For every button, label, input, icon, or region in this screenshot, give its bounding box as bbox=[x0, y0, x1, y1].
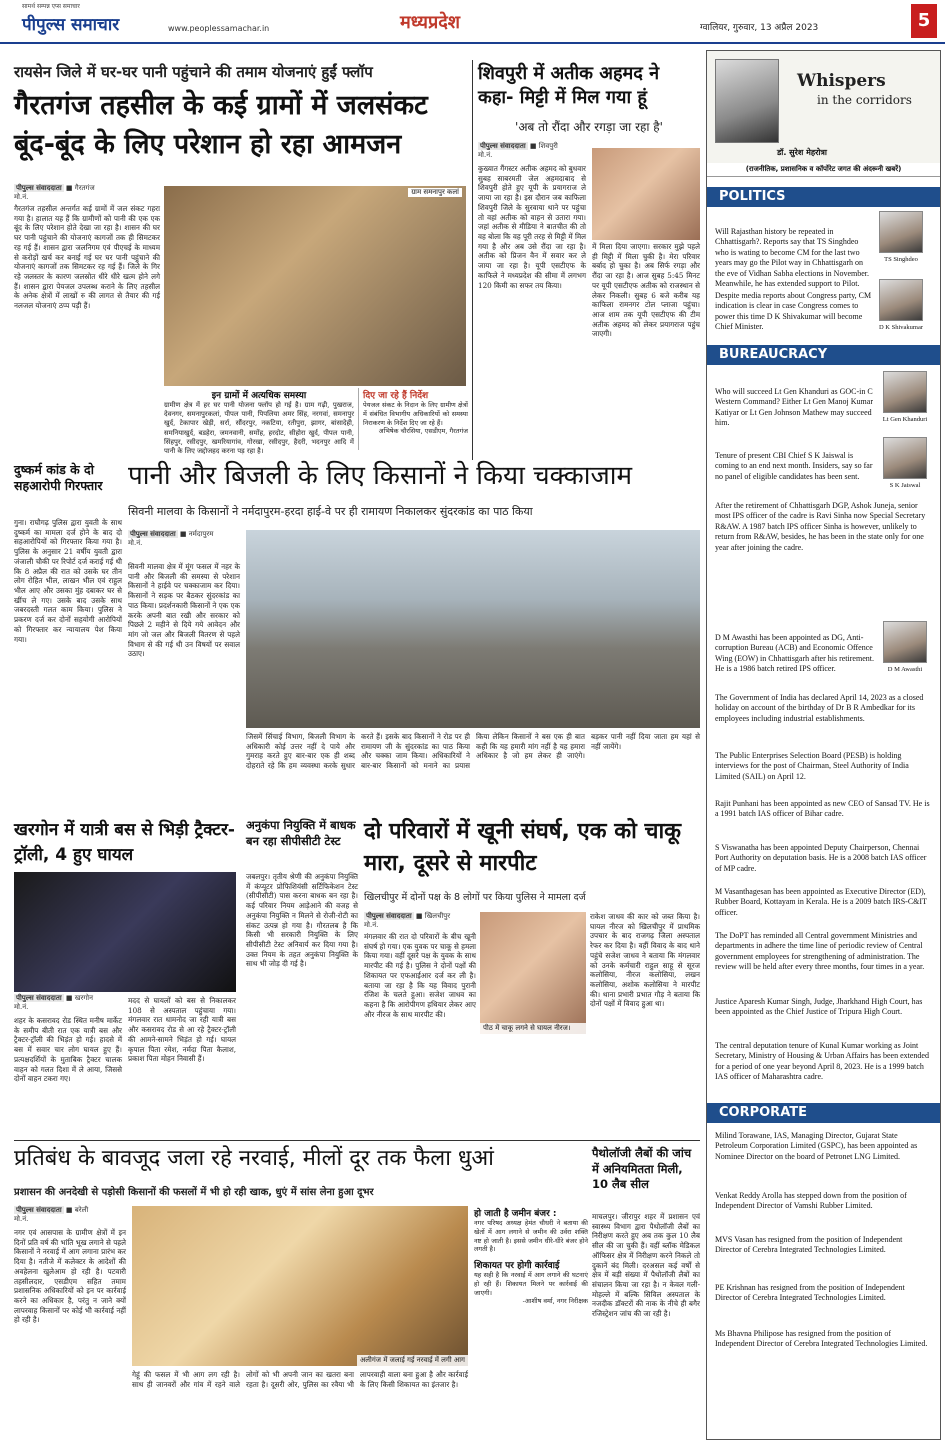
story2-photo bbox=[592, 148, 700, 240]
story8-photo bbox=[132, 1206, 468, 1366]
byline-place: खरगोन bbox=[74, 994, 93, 1002]
story1-byline: पीपुल्स संवाददाता ■ गैरतगंज मो.नं. bbox=[14, 184, 95, 201]
story8-headline-text: प्रतिबंध के बावजूद जला रहे नरवाई, मीलों दूर तक फैला धुआं bbox=[14, 1146, 494, 1171]
whispers-sidebar bbox=[706, 50, 941, 1440]
story6-headline-text: अनुकंपा नियुक्ति में बाधक बन रहा सीपीसीटी टेस्ट bbox=[246, 818, 356, 848]
story7-sub bbox=[364, 890, 700, 906]
khanduri-photo bbox=[883, 371, 927, 413]
shivakumar-caption: D K Shivakumar bbox=[878, 324, 924, 331]
byline-label: पीपुल्स संवाददाता bbox=[16, 1206, 62, 1214]
story5-body-cont: मदद से घायलों को बस से निकालकर 108 से अस्पताल पहुंचाया गया। मंगलवार रात धामनोद जा रही यात्री बस और कसरावद रोड से आ रहे ट्रैक्टर-ट्रॉली की आमने-सामने भिड़ंत हो गई। घायल कृपाल पिता रमेश, नर्मदा पिता कैलाश, प्रकाश पिता मोहन निवासी हैं। bbox=[128, 996, 236, 1064]
byline-place: शिवपुरी bbox=[538, 142, 558, 150]
bureaucracy-item-11: Justice Aparesh Kumar Singh, Judge, Jharkhand High Court, has been appointed as the Chief Justice of Tripura High Court. bbox=[715, 997, 923, 1017]
brand-tagline: सामर्थ सम्पन्न एप्स समाचार bbox=[22, 3, 80, 10]
whispers-tagline: (राजनीतिक, प्रशासनिक व कॉर्पोरेट जगत की अंदरूनी खबरें) bbox=[707, 163, 940, 177]
story1-photo bbox=[164, 186, 466, 386]
story1-box-body: पेयजल संकट के निदान के लिए ग्रामीण क्षेत्रों में संबंधित विभागीय अधिकारियों को समस्या निराकरण के निर्देश दिए जा रहे हैं। bbox=[363, 401, 468, 427]
story4-body-cont: जिसमें सिंचाई विभाग, बिजली विभाग के अधिकारी कोई उत्तर नहीं दे पाये और गुमराह करते हुए बार-बार एक ही शब्द दोहराते रहे कि हम व्यवस्था करके सुधार करते हैं। इसके बाद किसानों ने रोड पर ही रामायण जी के सुंदरकांड का पाठ किया और चक्का जाम किया। अधिकारियों ने बार-बार किसानों को मनाने का प्रयास किया लेकिन किसानों ने बस एक ही बात कही कि यह हमारी मांग नहीं है यह हमारा अधिकार है जो हम लेकर ही जाएंगे। बड़कर पानी नहीं दिया जाता हम यहां से नहीं जायेंगे। bbox=[246, 732, 700, 771]
story1-subhead: इन ग्रामों में अत्यधिक समस्या bbox=[211, 391, 307, 401]
story7-body-cont: राकेश जाधव की कार को जब्त किया है। घायल नीरज को खिलचीपुर में प्राथमिक उपचार के बाद राजगढ़ जिला अस्पताल रेफर कर दिया है। वहीं विवाद के बाद थाने पहुंचे सजेश जाधव ने बताया कि मंगलवार को उनके कर्मचारी राहुल साहू से सूरज कलोसिया, नीरज कलोसिया, लखन कलोसिया, अशोक कलोसिया ने मारपीट की। थाना प्रभारी प्रभात गौड़ ने बताया कि दोनों पक्षों में विवाद हुआ था। bbox=[590, 912, 700, 1009]
bureaucracy-item-6: The Public Enterprises Selection Board (PESB) is holding interviews for the post of Chairman, Steel Authority of India Limited (SAIL) on April 12. bbox=[715, 751, 909, 781]
story1-kicker bbox=[14, 62, 468, 84]
story2-sub-text: 'अब तो रौंदा और रगड़ा जा रहा है' bbox=[515, 120, 663, 134]
brand-name: पीपुल्स समाचार bbox=[22, 15, 120, 35]
story4-byline: पीपुल्स संवाददाता ■ नर्मदापुरम मो.नं. bbox=[128, 530, 214, 547]
story7-photo-caption: पीठ में चाकू लगने से घायल नीरज। bbox=[480, 1023, 586, 1034]
byline-place: बरेली bbox=[74, 1206, 89, 1214]
section-title: मध्यप्रदेश bbox=[400, 12, 461, 33]
column-rule bbox=[472, 60, 473, 460]
story2-headline bbox=[478, 62, 700, 114]
shivakumar-photo bbox=[879, 279, 923, 321]
story1-directive-box bbox=[358, 388, 468, 450]
khanduri-caption: Lt Gen Khanduri bbox=[882, 416, 928, 423]
story7-body: मंगलवार की रात दो परिवारों के बीच खूनी संघर्ष हो गया। एक युवक पर चाकू से हमला किया गया। वहीं दूसरे पक्ष के युवक के साथ मारपीट की गई है। पुलिस ने दोनों पक्षों की शिकायत पर एफआईआर दर्ज कर ली है। बताया जा रहा है कि यह विवाद पुरानी रंजिश के चलते हुआ। सजेश जाधव का कहना है कि आरोपीगण हथियार लेकर आए और नीरज के साथ मारपीट की। bbox=[364, 932, 476, 1019]
byline-label: पीपुल्स संवाददाता bbox=[480, 142, 526, 150]
corporate-header: CORPORATE bbox=[707, 1103, 940, 1123]
whispers-title: Whispers bbox=[797, 71, 886, 91]
whispers-subtitle: in the corridors bbox=[817, 93, 912, 107]
byline-mono: मो.नं. bbox=[364, 921, 379, 929]
website-url: www.peoplessamachar.in bbox=[168, 24, 270, 33]
story5-body: शहर के कसरावद रोड स्थित मनीष मार्केट के समीप बीती रात एक यात्री बस और ट्रैक्टर-ट्रॉली की भिड़ंत हो गई। हादसे में बस में सवार चार लोग घायल हुए हैं। प्रत्यक्षदर्शियों के मुताबिक ट्रैक्टर चालक वाहन को गलत दिशा में ले आया, जिससे दोनों वाहन टकरा गए। bbox=[14, 1016, 122, 1084]
bureaucracy-header: BUREAUCRACY bbox=[707, 345, 940, 365]
singhdeo-photo bbox=[879, 211, 923, 253]
story7-sub-text: खिलचीपुर में दोनों पक्ष के 8 लोगों पर किया पुलिस ने मामला दर्ज bbox=[364, 892, 586, 903]
singhdeo-caption: TS Singhdeo bbox=[884, 256, 918, 263]
story1-body: गैरतगंज तहसील अन्तर्गत कई ग्रामों में जल संकट गहरा गया है। हालात यह हैं कि ग्रामीणों को पानी की एक एक बूंद के लिए परेशान होते देखा जा रहा है। शासन की घर घर पानी पहुंचाने की योजनाएं कागजों तक ही सिमटकर रह गई हैं। शासन द्वारा जलनिगम एवं पीएचई के माध्यम से करोड़ों खर्च कर बनाई गई घर घर पानी पहुंचाने की योजनाएं कागजों तक सिमटकर रह गई हैं। जिले के गिर रहे जलस्तर के कारण जलस्रोत धीरे धीरे खत्म होने लगे हैं। शासन द्वारा पेयजल उपलब्ध कराने के लिए तहसील के अनेक क्षेत्रों में लाखों रु की लागत से तैयार की गई नलजल योजनाएं ठप्प पड़ी हैं। bbox=[14, 204, 160, 311]
story1-box-head: दिए जा रहे हैं निर्देश bbox=[363, 391, 429, 401]
byline-place: गैरतगंज bbox=[74, 184, 95, 192]
byline-mono: मो.नं. bbox=[14, 193, 29, 201]
story1-subbox bbox=[164, 388, 354, 455]
story8-headline bbox=[14, 1146, 588, 1182]
corporate-item-3: MVS Vasan has resigned from the position of Independent Director of Cerebra Integrated Technologies Limited. bbox=[715, 1235, 903, 1255]
awasthi-caption: D M Awasthi bbox=[887, 666, 923, 673]
story9-headline bbox=[592, 1146, 700, 1208]
bureaucracy-item-9: M Vasanthagesan has been appointed as Executive Director (ED), Rubber Board, Kottayam in Kerala. He is a 2009 batch IRS-C&IT officer. bbox=[715, 887, 927, 917]
byline-label: पीपुल्स संवाददाता bbox=[366, 912, 412, 920]
byline-mono: मो.नं. bbox=[478, 151, 493, 159]
byline-place: नर्मदापुरम bbox=[188, 530, 214, 538]
page-number: 5 bbox=[911, 4, 937, 38]
story1-headline-text: गैरतगंज तहसील के कई ग्रामों में जलसंकट बूंद-बूंद के लिए परेशान हो रहा आमजन bbox=[14, 90, 428, 161]
bureaucracy-item-7: Rajit Punhani has been appointed as new CEO of Sansad TV. He is a 1991 batch IAS officer of Bihar cadre. bbox=[715, 799, 930, 819]
whispers-header bbox=[707, 51, 940, 163]
story8-body: नगर एवं आसपास के ग्रामीण क्षेत्रों में इन दिनों प्रति वर्ष की भांति भूख लगाने से पहले किसानों ने नरवाई में आग लगाना प्रारंभ कर दिया है। नतीजे में कलेक्टर के आदेशों की अवहेलना खुलेआम हो रही है। पटवारी तहसीलदार, एसडीएम सहित तमाम प्रशासनिक अधिकारियों को इन पर कार्रवाई करने का अधिकार है, परंतु न जाने क्यों लापरवाह किसानों पर कोई भी कार्रवाई नहीं हो रही है। bbox=[14, 1228, 126, 1325]
story2-headline-text: शिवपुरी में अतीक अहमद ने कहा- मिट्टी में मिल गया हूं bbox=[478, 63, 660, 109]
story8-box2-body: यह सही है कि नरवाई में आग लगाने की घटनाएं हो रही हैं। शिकायत मिलने पर कार्रवाई की जाएगी। bbox=[474, 1271, 588, 1297]
story7-headline bbox=[364, 816, 700, 888]
politics-item-1: Will Rajasthan history be repeated in Chhattisgarh?. Reports say that TS Singhdeo who is wating to become CM for the last two years may go the Pilot way in Chhattisgarh on the eve of Vidhan Sabha elections in November. Meanwhile, he has extended support to Pilot. bbox=[715, 227, 869, 288]
newspaper-brand bbox=[22, 3, 120, 35]
section-rule bbox=[14, 1140, 700, 1141]
story4-sub-text: सिवनी मालवा के किसानों ने नर्मदापुरम-हरदा हाई-वे पर ही रामायण निकालकर सुंदरकांड का पाठ किया bbox=[128, 505, 533, 518]
story5-headline bbox=[14, 818, 236, 870]
story4-headline bbox=[128, 462, 700, 504]
jaiswal-caption: S K Jaiswal bbox=[889, 482, 921, 489]
story1-subbody: ग्रामीण क्षेत्र में हर घर पानी योजना फ्लॉप हो गई है। ग्राम गढ़ी, पुखराज, देवनगर, समनापुरकलां, पीपल पानी, पिपलिया अमर सिंह, नरगवां, समनापुर खुर्द, टेकापार खेड़ी, सर्रा, सौंदरपुर, नकटिया, रतीपुरा, झागर, बांसादेही, समनियाखुर्द, बडहेरा, जमनवानी, समोंह, हरदोट, सीहोरा खुर्द, पीपल पानी, सिंहपुर, रसीदपुर, खमरियागांव, गोरखा, रसीदपुर, हैदरी, भदनपुर आदि में पानी के लिए जद्दोजहद करना पड़ रहा है। bbox=[164, 401, 354, 455]
byline-mono: मो.नं. bbox=[128, 539, 143, 547]
bureaucracy-item-10: The DoPT has reminded all Central government Ministries and departments in adhere the time line of periodic review of Central government employees for strengthening of administration. The review will be held after every three months, four times in a year. bbox=[715, 931, 925, 972]
politics-header: POLITICS bbox=[707, 187, 940, 207]
columnist-portrait bbox=[715, 59, 779, 143]
story7-headline-text: दो परिवारों में खूनी संघर्ष, एक को चाकू मारा, दूसरे से मारपीट bbox=[364, 819, 682, 876]
story3-headline bbox=[14, 462, 122, 516]
story1-kicker-text: रायसेन जिले में घर-घर पानी पहुंचाने की तमाम योजनाएं हुईं फ्लॉप bbox=[14, 63, 373, 81]
dateline: ग्वालियर, गुरुवार, 13 अप्रैल 2023 bbox=[700, 23, 819, 33]
corporate-item-5: Ms Bhavna Philipose has resigned from the position of Independent Director of Cerebra Integrated Technologies Limited. bbox=[715, 1329, 928, 1349]
story8-box2-head: शिकायत पर होगी कार्रवाई bbox=[474, 1261, 560, 1272]
byline-place: खिलचीपुर bbox=[424, 912, 451, 920]
story2-body-cont: में मिला दिया जाएगा। सरकार मुझे पहले ही मिट्टी में मिला चुकी है। मेरा परिवार बर्बाद हो चुका है। अब सिर्फ रगड़ा और रौंदा जा रहा है। आज सुबह 5:45 मिनट पर यूपी एसटीएफ अतीक को राजस्थान से लेकर निकली। सुबह 6 बजे करीब यह काफिला रामनगर टोल प्लाजा पहुंचा। आज शाम तक यूपी एसटीएफ की टीम अतीक अहमद को लेकर प्रयागराज पहुंच जाएगी। bbox=[592, 242, 700, 339]
politics-item-2: Despite media reports about Congress party, CM indication is clear in case Congress comes to power this time D K Shivakumar will become Chief Minister. bbox=[715, 291, 872, 332]
bureaucracy-item-2: Tenure of present CBI Chief S K Jaiswal is coming to an end next month. Insiders, say so far no panel of eligible candidates has been sent. bbox=[715, 451, 873, 481]
story8-box-head: हो जाती है जमीन बंजर : bbox=[474, 1209, 557, 1219]
byline-label: पीपुल्स संवाददाता bbox=[16, 184, 62, 192]
story8-byline: पीपुल्स संवाददाता ■ बरेली मो.नं. bbox=[14, 1206, 89, 1223]
corporate-item-4: PE Krishnan has resigned from the position of Independent Director of Cerebra Integrated Technologies Limited. bbox=[715, 1283, 905, 1303]
bureaucracy-item-4: D M Awasthi has been appointed as DG, Anti-corruption Bureau (ACB) and Economic Offence Wing (EOW) in Chhattisgarh after his retirement. He is a 1986 batch retired IPS officer. bbox=[715, 633, 874, 674]
story7-photo bbox=[480, 912, 586, 1034]
story2-sub bbox=[478, 118, 700, 136]
story8-box2-sign: -आशीष वर्मा, नगर निरीक्षक bbox=[522, 1297, 588, 1306]
story8-body-cont: गेहूं की फसल में भी आग लग रही है। साथ ही जानवरों और गांव में रहने वाले लोगों को भी अपनी जान का खतरा बना रहता है। दूसरी ओर, पुलिस का रवैया भी लापरवाही वाला बना हुआ है और कार्रवाई के लिए किसी शिकायत का इंतजार है। bbox=[132, 1370, 468, 1389]
story5-headline-text: खरगोन में यात्री बस से भिड़ी ट्रैक्टर-ट्रॉली, 4 हुए घायल bbox=[14, 820, 235, 865]
story1-photo-caption: ग्राम समनापुर कलां bbox=[408, 188, 462, 197]
bureaucracy-item-12: The central deputation tenure of Kunal Kumar working as Joint Secretary, Ministry of Housing & Urban Affairs has been extended for a period of one year beyond April 8, 2023. He is a 1999 batch IAS officer of Maharashtra cadre. bbox=[715, 1041, 929, 1082]
story5-photo bbox=[14, 872, 236, 992]
corporate-item-1: Milind Torawane, IAS, Managing Director, Gujarat State Petroleum Corporation Limited (GSPC), has been appointed as Nominee Director on the board of Petronet LNG Limited. bbox=[715, 1131, 918, 1161]
corporate-item-2: Venkat Reddy Arolla has stepped down from the position of Independent Director of Vamshi Rubber Limited. bbox=[715, 1191, 907, 1211]
story3-body: गुना। राघौगढ़ पुलिस द्वारा युवती के साथ दुष्कर्म का मामला दर्ज होने के बाद दो सहआरोपियों को गिरफ्तार किया गया है। पुलिस के अनुसार 21 वर्षीय युवती द्वारा जंजाली चौकी पर रिपोर्ट दर्ज कराई गई थी कि 8 अप्रैल की रात को उसके घर तीन लोग रोहित भील, लाखन भील एवं राहुल भील आए और उसका मुंह दबाकर घर से खींच ले गए। उसके बाद उसके साथ जबरदस्ती गलत काम किया। पुलिस ने प्रकरण दर्ज कर दोनों सहयोगी आरोपियों को गिरफ्तार कर न्यायालय पेश किया गया। bbox=[14, 518, 122, 644]
bureaucracy-item-1: Who will succeed Lt Gen Khanduri as GOC-in C Western Command? Either Lt Gen Manoj Kumar Katiyar or Lt Gen Johnson Mathew may succeed him. bbox=[715, 387, 873, 428]
story8-sidebox bbox=[474, 1206, 588, 1438]
story6-headline bbox=[246, 818, 358, 870]
story5-byline: पीपुल्स संवाददाता ■ खरगोन मो.नं. bbox=[14, 994, 93, 1011]
story9-body: माचलपुर। जीरापुर शहर में प्रशासन एवं स्वास्थ्य विभाग द्वारा पैथोलॉजी लैबों का निरीक्षण करते हुए अब तक कुल 10 लैब सील की जा चुकी हैं। वहीं ब्लॉक मेडिकल ऑफिसर क्षेत्र में निरीक्षण करने निकले तो दुकानें बंद मिली। दरअसल कई वर्षों से क्षेत्र में बड़ी संख्या में पैथोलॉजी लैबों का संचालन किया जा रहा है। न केवल गली-मोहल्ले में बल्कि सिविल अस्पताल के नजदीक डॉक्टरों की नाक के नीचे ही बगैर रजिस्ट्रेशन जांच की जा रही है। bbox=[592, 1212, 700, 1319]
jaiswal-photo bbox=[883, 437, 927, 479]
byline-mono: मो.नं. bbox=[14, 1215, 29, 1223]
story8-sub bbox=[14, 1184, 588, 1200]
story4-body: सिवनी मालवा क्षेत्र में मूंग फसल में नहर के पानी और बिजली की समस्या से परेशान किसानों ने हाईवे पर चक्काजाम कर दिया। किसानों ने सड़क पर बैठकर सुंदरकांड का पाठ किया। प्रदर्शनकारी किसानों ने एक एक करके अपनी बात रखी और सरकार को पिछले 2 महीने से दिये गये आवेदन और मांग जो जल और बिजली वितरण से पहले विभाग से की गई थी उन विषयों पर सवाल उठाए। bbox=[128, 562, 240, 659]
story8-box-body: नगर परिषद अध्यक्ष हेमंत चौधरी ने बताया की खेतों में आग लगाने से जमीन की उर्वरा शक्ति नष्ट हो जाती है। इससे जमीन धीरे-धीरे बंजर होने लगती है। bbox=[474, 1219, 588, 1254]
byline-mono: मो.नं. bbox=[14, 1003, 29, 1011]
story7-byline: पीपुल्स संवाददाता ■ खिलचीपुर मो.नं. bbox=[364, 912, 451, 929]
story1-headline bbox=[14, 86, 468, 176]
story4-headline-text: पानी और बिजली के लिए किसानों ने किया चक्काजाम bbox=[128, 461, 633, 491]
story1-box-sign: अभिषेक चौरसिया, एसडीएम, गैरतगंज bbox=[378, 427, 468, 436]
story3-headline-text: दुष्कर्म कांड के दो सहआरोपी गिरफ्तार bbox=[14, 462, 103, 494]
story8-sub-text: प्रशासन की अनदेखी से पड़ोसी किसानों की फसलों में भी हो रही खाक, धुएं में सांस लेना हुआ दूभर bbox=[14, 1187, 374, 1198]
story9-headline-text: पैथोलॉजी लैबों की जांच में अनियमितता मिली, 10 लैब सील bbox=[592, 1146, 692, 1192]
story4-sub bbox=[128, 504, 700, 522]
columnist-name: डॉ. सुरेश मेहरोत्रा bbox=[777, 148, 827, 157]
story8-photo-caption: अलीगंज में जलाई गई नरवाई में लगी आग bbox=[357, 1355, 468, 1366]
byline-label: पीपुल्स संवाददाता bbox=[16, 994, 62, 1002]
story2-byline: पीपुल्स संवाददाता ■ शिवपुरी मो.नं. bbox=[478, 142, 558, 159]
story6-body: जबलपुर। तृतीय श्रेणी की अनुकंपा नियुक्ति में कंप्यूटर प्रोफिशियंसी सर्टिफिकेशन टेस्ट (सीपीसीटी) पास करना बाधक बन रहा है। कई परिवार नियम आड़ेआने की वजह से अनुकंपा नियुक्ति न मिलने से रोजी-रोटी का संकट उत्पन्न हो गया है। गौरतलब है कि किसी भी सरकारी नियुक्ति के लिए सीपीसीटी टेस्ट अनिवार्य कर दिया गया है। उक्त नियम के तहत अनुकंपा नियुक्ति के साथ भी जोड़ दी गई है। bbox=[246, 872, 358, 969]
story4-photo bbox=[246, 530, 700, 728]
bureaucracy-item-3: After the retirement of Chhattisgarh DGP, Ashok Juneja, senior most IPS officer of the cadre is Ravi Sinha now Special Secretary R&AW. A 1987 batch IPS officer Sinha is however, unlikely to return from R&AW, besides, he has been in the state only for one year after joining the cadre. bbox=[715, 501, 926, 552]
masthead bbox=[0, 0, 945, 44]
awasthi-photo bbox=[883, 621, 927, 663]
bureaucracy-item-8: S Viswanatha has been appointed Deputy Chairperson, Chennai Port Authority on deputation basis. He is a 2008 batch IAS officer of MP cadre. bbox=[715, 843, 927, 873]
byline-label: पीपुल्स संवाददाता bbox=[130, 530, 176, 538]
story2-body: कुख्यात गैंगस्टर अतीक अहमद को बुधवार सुबह साबरमती जेल अहमदाबाद से शिवपुरी होते हुए यूपी के प्रयागराज ले जाया जा रहा है। इस दौरान जब काफिला शिवपुरी जिले के सुरवाया थाने पर पहुंचा तो वहां अतीक को वाहन से उतारा गया। जहां अतीक से मीडिया ने बातचीत की तो वह बोला कि वह पूरी तरह से मिट्टी में मिल गया है और अब उसे रौंदा जा रहा है। अतीक को प्रिजन वैन में सवार कर ले जाया जा रहा है। यूपी एसटीएफ के काफिले ने मध्यप्रदेश की सीमा में लगभग 120 किमी का सफर तय किया। bbox=[478, 164, 586, 290]
bureaucracy-item-5: The Government of India has declared April 14, 2023 as a closed holiday on account of the birthday of Dr B R Ambedkar for its employees including industrial establishments. bbox=[715, 693, 924, 723]
